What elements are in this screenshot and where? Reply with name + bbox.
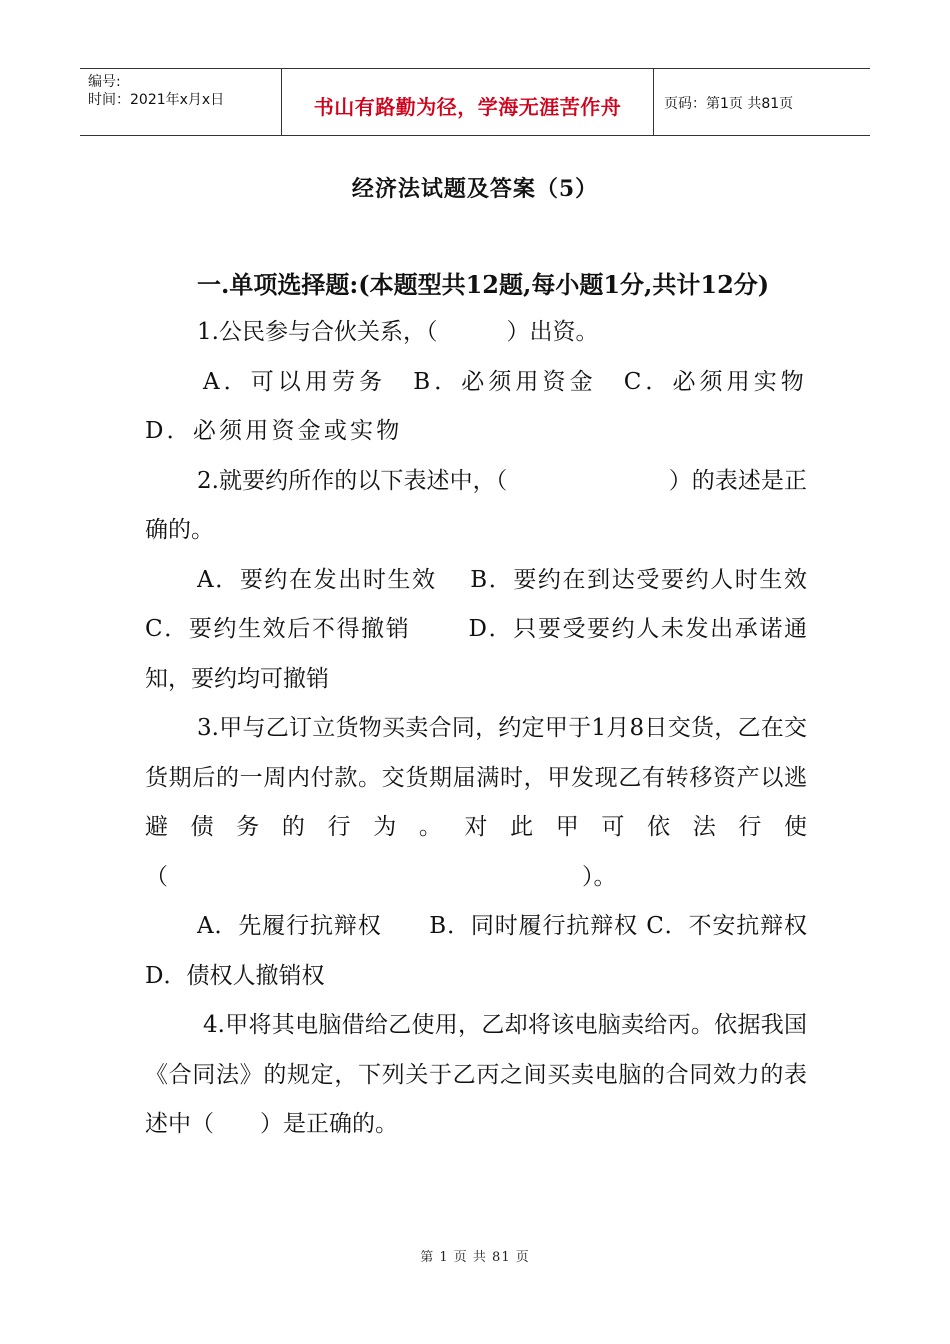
question-1-stem: 1.公民参与合伙关系，（ ）出资。 (197, 319, 599, 345)
header-motto-cell (281, 69, 654, 135)
header-motto: 书山有路勤为径，学海无涯苦作舟 (313, 95, 622, 119)
page-footer: 第 1 页 共 81 页 (420, 1250, 530, 1265)
question-1-options: A．可以用劳务 B．必须用资金 C．必须用实物 D．必须用资金或实物 (145, 368, 834, 444)
header-page-cell (654, 69, 870, 135)
question-4-stem: 4.甲将其电脑借给乙使用，乙却将该电脑卖给丙。依据我国《合同法》的规定，下列关于乙丙之间买卖电脑的合同效力的表述中（ ）是正确的。 (145, 1012, 807, 1137)
question-3-options: A．先履行抗辩权 B．同时履行抗辩权 C．不安抗辩权 D．债权人撤销权 (145, 913, 853, 989)
document-number-label: 编号: (88, 74, 121, 90)
document-time-label: 时间：2021年x月x日 (88, 92, 225, 108)
question-2-stem: 2.就要约所作的以下表述中，（ ）的表述是正确的。 (145, 467, 807, 543)
header-page-info: 页码：第1页 共81页 (664, 96, 794, 112)
question-3-stem: 3.甲与乙订立货物买卖合同，约定甲于1月8日交货，乙在交货期后的一周内付款。交货期届满时，甲发现乙有转移资产以逃避债务的行为。对此甲可依法行使（ ）。 (145, 715, 807, 890)
question-2-options: A．要约在发出时生效 B．要约在到达受要约人时生效 C．要约生效后不得撤销 D．只要受要约人未发出承诺通知，要约均可撤销 (145, 566, 838, 692)
document-body (145, 262, 853, 1150)
document-header (80, 68, 870, 136)
header-meta-cell (80, 69, 281, 135)
section-heading: 一.单项选择题:(本题型共12题,每小题1分,共计12分) (197, 270, 770, 299)
page-title: 经济法试题及答案（5） (351, 176, 599, 202)
